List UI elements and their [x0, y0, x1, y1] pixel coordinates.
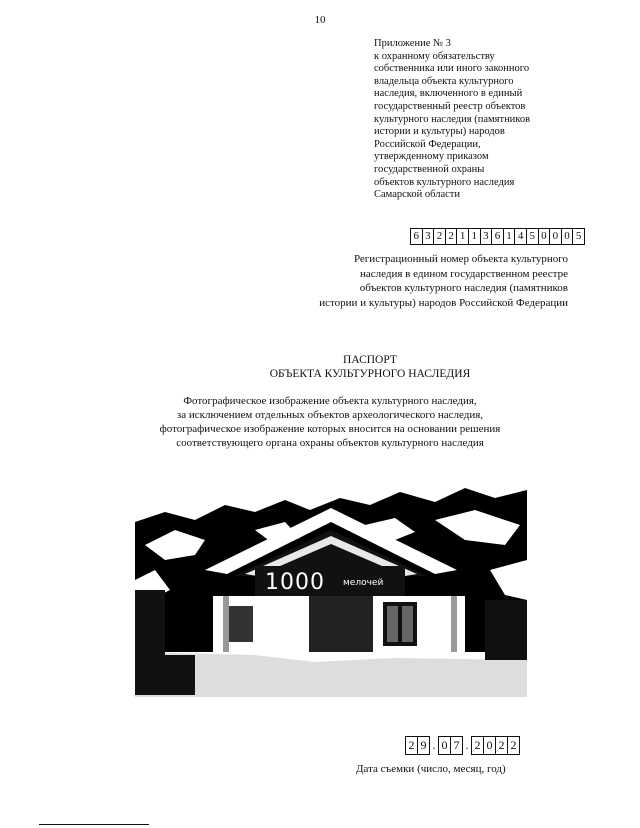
photo-description-line: Фотографическое изображение объекта культурного наследия,	[183, 395, 477, 407]
registration-digit: 3	[423, 229, 435, 244]
appendix-line: государственной охраны	[374, 163, 485, 175]
date-digit: 2	[471, 736, 484, 755]
appendix-line: государственный реестр объектов	[374, 100, 526, 112]
date-separator: .	[465, 738, 469, 752]
appendix-line: собственника или иного законного	[374, 63, 530, 75]
sign-number: 1000	[265, 570, 325, 595]
photo-description	[0, 394, 640, 450]
registration-digit: 2	[434, 229, 446, 244]
registration-digit: 6	[492, 229, 504, 244]
appendix-line: к охранному обязательству	[374, 50, 495, 62]
registration-digit: 5	[527, 229, 539, 244]
page-number: 10	[314, 14, 326, 26]
registration-digit: 0	[562, 229, 574, 244]
registration-digit: 1	[504, 229, 516, 244]
building-photo	[135, 450, 527, 697]
sign-word: мелочей	[343, 578, 384, 588]
appendix-line: наследия, включенного в единый	[374, 88, 523, 100]
date-digit: 7	[451, 736, 463, 755]
appendix-line: Самарской области	[374, 189, 460, 201]
date-digit: 9	[418, 736, 430, 755]
appendix-line: Приложение № 3	[374, 38, 451, 49]
title-line-2: ОБЪЕКТА КУЛЬТУРНОГО НАСЛЕДИЯ	[269, 368, 471, 380]
appendix-line: культурного наследия (памятников	[374, 113, 531, 125]
registration-digit: 6	[411, 229, 423, 244]
footnote-divider	[39, 824, 149, 825]
appendix-line: Российской Федерации,	[374, 138, 481, 150]
date-digit: 2	[405, 736, 418, 755]
appendix-note	[374, 38, 574, 202]
date-digit: 0	[484, 736, 496, 755]
shoot-date-caption: Дата съемки (число, месяц, год)	[356, 763, 506, 775]
shoot-date-box	[405, 736, 520, 755]
registration-digit: 4	[515, 229, 527, 244]
registration-digit: 1	[457, 229, 469, 244]
registration-digit: 1	[469, 229, 481, 244]
appendix-line: объектов культурного наследия	[374, 176, 515, 188]
registration-digit: 2	[446, 229, 458, 244]
registration-caption-line: объектов культурного наследия (памятников	[359, 282, 568, 294]
date-separator: .	[432, 738, 436, 752]
registration-digit: 0	[539, 229, 551, 244]
date-digit: 0	[438, 736, 451, 755]
appendix-line: утвержденному приказом	[374, 151, 489, 163]
appendix-line: истории и культуры) народов	[374, 126, 505, 138]
registration-digit: 0	[550, 229, 562, 244]
date-digit: 2	[496, 736, 508, 755]
registration-caption-line: Регистрационный номер объекта культурного	[353, 253, 568, 265]
photo-description-line: соответствующего органа охраны объектов культурного наследия	[176, 437, 484, 449]
registration-number-box	[410, 228, 585, 245]
registration-digit: 5	[575, 230, 582, 242]
date-digit: 2	[508, 736, 520, 755]
title-line-1: ПАСПОРТ	[343, 354, 397, 366]
registration-caption-line: наследия в едином государственном реестре	[360, 267, 568, 280]
building-photo-image	[135, 450, 527, 697]
photo-description-line: за исключением отдельных объектов археологического наследия,	[176, 409, 484, 421]
photo-description-line: фотографическое изображение которых вносится на основании решения	[159, 423, 501, 435]
registration-digit: 3	[481, 229, 493, 244]
registration-caption	[248, 252, 568, 310]
registration-caption-line: истории и культуры) народов Российской Федерации	[319, 296, 568, 309]
document-title	[0, 353, 640, 381]
appendix-line: владельца объекта культурного	[374, 75, 514, 87]
